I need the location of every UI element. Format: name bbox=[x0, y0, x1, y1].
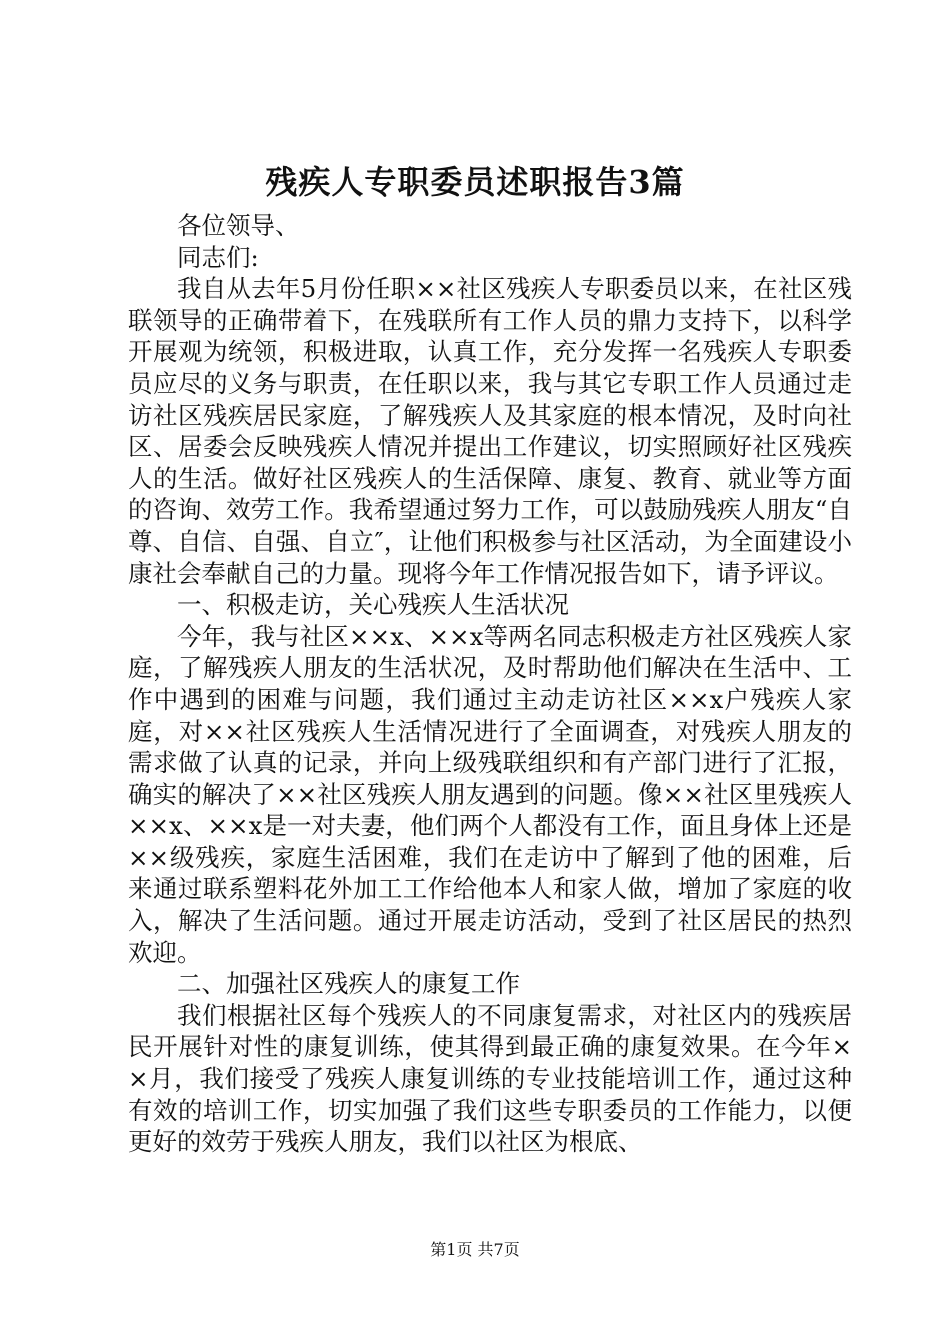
document-title: 残疾人专职委员述职报告3篇 bbox=[265, 163, 685, 201]
document-body bbox=[128, 210, 852, 1158]
salutation-line-1: 各位领导、 bbox=[177, 211, 300, 240]
section-paragraph-2: 我们根据社区每个残疾人的不同康复需求，对社区内的残疾居民开展针对性的康复训练，使其得到最正确的康复效果。在今年××月，我们接受了残疾人康复训练的专业技能培训工作，通过这种有效的培训工作，切实加强了我们这些专职委员的工作能力，以便更好的效劳于残疾人朋友，我们以社区为根底、 bbox=[128, 1000, 852, 1157]
salutation-line-2: 同志们: bbox=[177, 242, 259, 272]
section-paragraph-1: 今年，我与社区××x、××x等两名同志积极走方社区残疾人家庭，了解残疾人朋友的生活状况，及时帮助他们解决在生活中、工作中遇到的困难与问题，我们通过主动走访社区××x户残疾人家庭，对××社区残疾人生活情况进行了全面调查，对残疾人朋友的需求做了认真的记录，并向上级残联组织和有产部门进行了汇报，确实的解决了××社区残疾人朋友遇到的问题。像××社区里残疾人××x、××x是一对夫妻，他们两个人都没有工作，面且身体上还是××级残疾，家庭生活困难，我们在走访中了解到了他的困难，后来通过联系塑料花外加工工作给他本人和家人做，增加了家庭的收入，解决了生活问题。通过开展走访活动，受到了社区居民的热烈欢迎。 bbox=[128, 621, 852, 967]
section-heading-1: 一、积极走访，关心残疾人生活状况 bbox=[177, 590, 569, 620]
intro-paragraph: 我自从去年5月份任职××社区残疾人专职委员以来，在社区残联领导的正确带着下，在残联所有工作人员的鼎力支持下，以科学开展观为统领，积极进取，认真工作，充分发挥一名残疾人专职委员应尽的义务与职责，在任职以来，我与其它专职工作人员通过走访社区残疾居民家庭，了解残疾人及其家庭的根本情况，及时向社区、居委会反映残疾人情况并提出工作建议，切实照顾好社区残疾人的生活。做好社区残疾人的生活保障、康复、教育、就业等方面的咨询、效劳工作。我希望通过努力工作，可以鼓励残疾人朋友“自尊、自信、自强、自立″，让他们积极参与社区活动，为全面建设小康社会奉献自己的力量。现将今年工作情况报告如下，请予评议。 bbox=[128, 274, 852, 588]
section-heading-2: 二、加强社区残疾人的康复工作 bbox=[177, 969, 520, 999]
page-footer: 第1页 共7页 bbox=[430, 1240, 520, 1259]
